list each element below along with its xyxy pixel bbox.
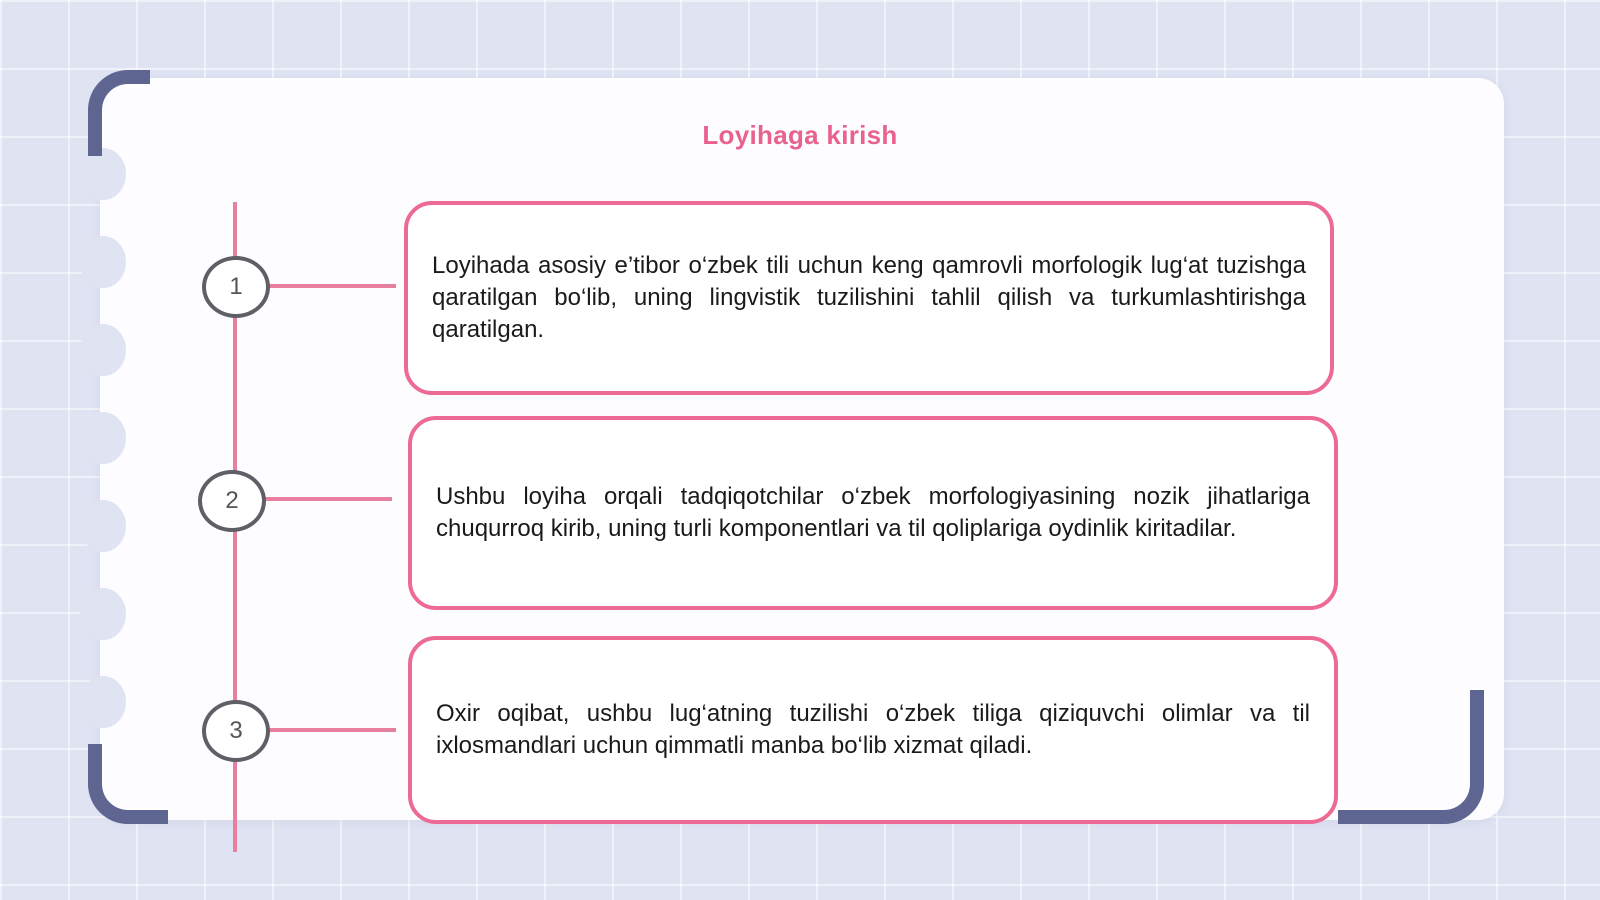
binder-notch [80,412,126,464]
binder-notch [80,236,126,288]
corner-bracket-bottom-left [88,744,168,824]
step-text-1: Loyihada asosiy e’tibor o‘zbek tili uchun keng qamrovli morfologik lug‘at tuzishga qaratilgan bo‘lib, uning lingvistik tuzilishini tahlil qilish va turkumlashtirishga qaratilgan. [432,252,1306,343]
step-number-1: 1 [202,256,270,318]
binder-notch [80,588,126,640]
step-text-2: Ushbu loyiha orqali tadqiqotchilar o‘zbek morfologiyasining nozik jihatlariga chuqurroq kirib, uning turli komponentlari va til qoliplariga oydinlik kiritadilar. [436,483,1310,542]
step-box-3 [408,636,1338,824]
binder-notch [80,500,126,552]
connector-1 [264,284,396,288]
binder-notch [80,324,126,376]
connector-3 [264,728,396,732]
step-number-2: 2 [198,470,266,532]
slide-title: Loyihaga kirish [702,120,898,150]
corner-bracket-top-left [88,70,150,156]
step-text-3: Oxir oqibat, ushbu lug‘atning tuzilishi o‘zbek tiliga qiziquvchi olimlar va til ixlosmandlari uchun qimmatli manba bo‘lib xizmat qiladi. [436,700,1310,759]
step-box-2 [408,416,1338,610]
step-box-1 [404,201,1334,395]
binder-notch [80,676,126,728]
corner-bracket-bottom-right [1338,690,1484,824]
connector-2 [260,497,392,501]
step-number-3: 3 [202,700,270,762]
